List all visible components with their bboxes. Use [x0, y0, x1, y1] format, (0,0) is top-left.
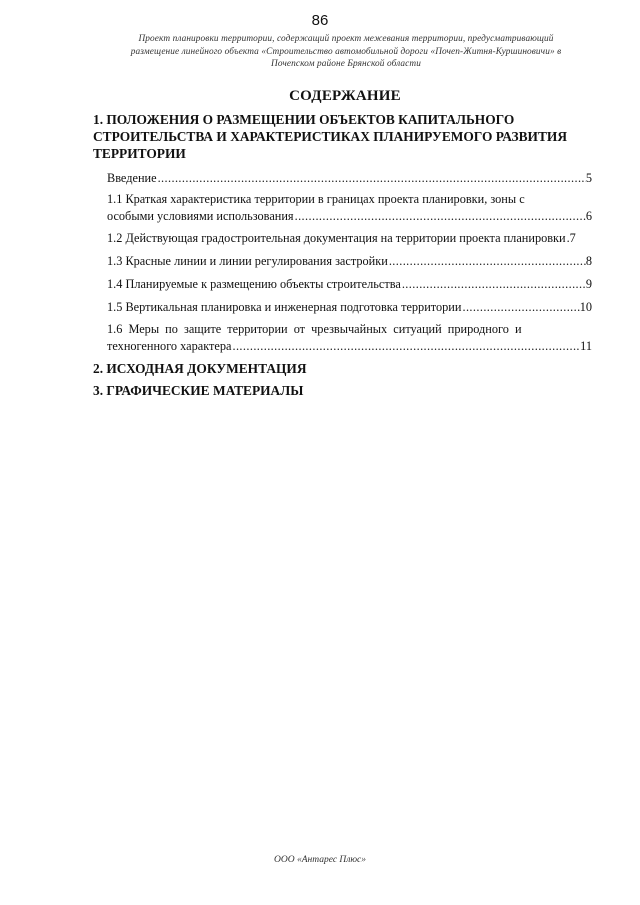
- toc-title: СОДЕРЖАНИЕ: [289, 88, 401, 104]
- toc-page-number: 11: [580, 338, 592, 353]
- toc-entry-text: 1.3 Красные линии и линии регулирования застройки: [107, 254, 388, 268]
- toc-entry-text: 1.6 Меры по защите территории от чрезвычайных ситуаций природного и: [107, 322, 522, 336]
- document-header-caption: [96, 33, 596, 71]
- dot-leader: [462, 299, 579, 316]
- footer-caption: ООО «Антарес Плюс»: [274, 855, 366, 865]
- toc-entry-line: [107, 230, 592, 247]
- heading-line: 1. ПОЛОЖЕНИЯ О РАЗМЕЩЕНИИ ОБЪЕКТОВ КАПИТАЛЬНОГО: [93, 112, 515, 127]
- toc-entry-text: 1.5 Вертикальная планировка и инженерная подготовка территории: [107, 300, 462, 314]
- toc-entry-text: техногенного характера: [107, 338, 232, 353]
- heading-line: СТРОИТЕЛЬСТВА И ХАРАКТЕРИСТИКАХ ПЛАНИРУЕМОГО РАЗВИТИЯ: [93, 129, 567, 144]
- dot-leader: [295, 208, 586, 225]
- toc-entry-1-6: [107, 321, 592, 354]
- toc-entry-line: [107, 253, 592, 270]
- toc-entry-line: [107, 208, 592, 225]
- toc-entry-text: 1.2 Действующая градостроительная документация на территории проекта планировки: [107, 231, 566, 245]
- section-2-heading: 2. ИСХОДНАЯ ДОКУМЕНТАЦИЯ: [93, 361, 307, 376]
- header-line: Почепском районе Брянской области: [271, 59, 421, 70]
- toc-entry-text: 1.1 Краткая характеристика территории в границах проекта планировки, зоны с: [107, 192, 525, 206]
- toc-entry-1-4: [107, 276, 592, 293]
- toc-entry-introduction: [107, 170, 592, 187]
- header-line: размещение линейного объекта «Строительство автомобильной дороги «Почеп-Житня-Куршиновичи» в: [130, 46, 562, 57]
- toc-entry-line: [107, 276, 592, 293]
- dot-leader: [158, 170, 586, 187]
- toc-page-number: 8: [585, 254, 592, 268]
- toc-entry-line: [107, 321, 592, 338]
- section-1-heading: [93, 111, 593, 162]
- toc-entry-line: [107, 338, 592, 355]
- toc-entry-1-5: [107, 299, 592, 316]
- toc-entry-text: Введение: [107, 171, 157, 185]
- toc-page-number: 7: [569, 231, 576, 245]
- dot-leader: [232, 338, 580, 355]
- toc-page-number: 9: [585, 277, 592, 291]
- dot-leader: [402, 276, 586, 293]
- toc-entry-1-3: [107, 253, 592, 270]
- page-number: 86: [311, 12, 329, 29]
- header-line: Проект планировки территории, содержащий проект межевания территории, предусматривающий: [138, 34, 554, 44]
- toc-entry-1-2: [107, 230, 592, 247]
- toc-entry-line: [107, 299, 592, 316]
- toc-page-number: 5: [585, 171, 592, 185]
- toc-entry-1-1: [107, 191, 592, 224]
- toc-entry-text: 1.4 Планируемые к размещению объекты строительства: [107, 277, 401, 291]
- toc-page-number: 10: [579, 300, 592, 314]
- heading-line: ТЕРРИТОРИИ: [93, 146, 186, 161]
- section-3-heading: 3. ГРАФИЧЕСКИЕ МАТЕРИАЛЫ: [93, 383, 304, 398]
- toc-entry-line: [107, 191, 592, 208]
- toc-entry-line: [107, 170, 592, 187]
- toc-entry-text: особыми условиями использования: [107, 208, 294, 223]
- dot-leader: [389, 253, 586, 270]
- toc-page-number: 6: [585, 208, 592, 223]
